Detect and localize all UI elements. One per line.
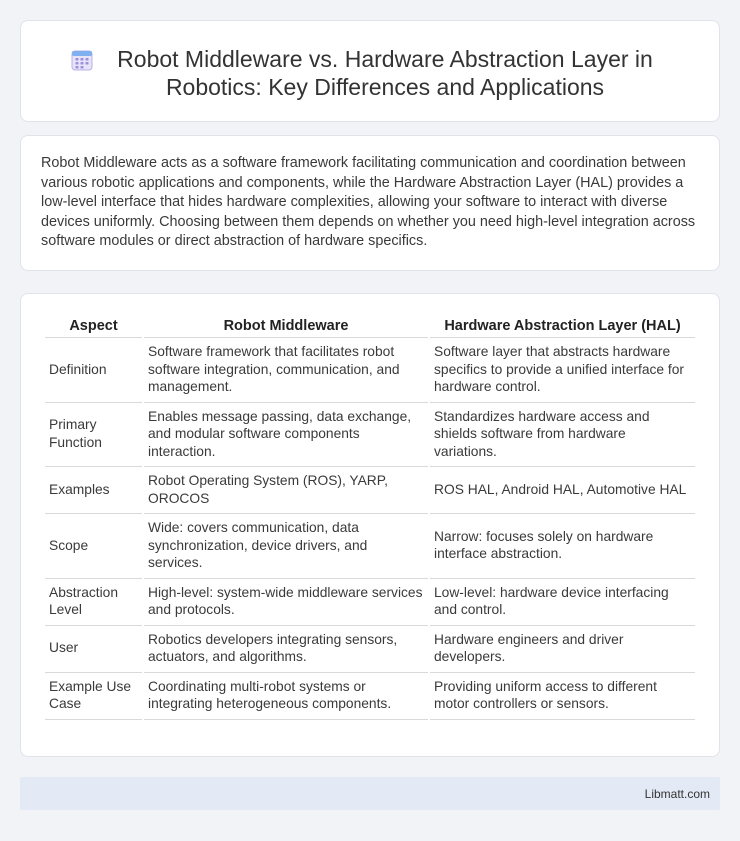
row-middleware: High-level: system-wide middleware services and protocols.	[144, 579, 428, 626]
row-hal: Hardware engineers and driver developers.	[430, 626, 695, 673]
table-header-row	[45, 314, 695, 338]
row-aspect: Scope	[45, 514, 142, 579]
row-hal: Providing uniform access to different motor controllers or sensors.	[430, 673, 695, 720]
table-row	[45, 467, 695, 514]
page-title	[21, 45, 719, 101]
row-hal: Software layer that abstracts hardware specifics to provide a unified interface for hardware control.	[430, 338, 695, 403]
row-aspect: Definition	[45, 338, 142, 403]
header-aspect: Aspect	[45, 314, 142, 338]
comparison-table	[43, 314, 697, 720]
row-middleware: Robotics developers integrating sensors, actuators, and algorithms.	[144, 626, 428, 673]
row-middleware: Software framework that facilitates robot software integration, communication, and management.	[144, 338, 428, 403]
table-row	[45, 673, 695, 720]
row-aspect: Example Use Case	[45, 673, 142, 720]
row-hal: ROS HAL, Android HAL, Automotive HAL	[430, 467, 695, 514]
table-row	[45, 514, 695, 579]
table-row	[45, 579, 695, 626]
intro-card	[20, 135, 720, 271]
table-row	[45, 338, 695, 403]
row-hal: Standardizes hardware access and shields software from hardware variations.	[430, 403, 695, 468]
table-row	[45, 403, 695, 468]
row-aspect: Examples	[45, 467, 142, 514]
row-aspect: Primary Function	[45, 403, 142, 468]
row-middleware: Robot Operating System (ROS), YARP, OROCOS	[144, 467, 428, 514]
footer-bar	[20, 777, 720, 810]
header-hal: Hardware Abstraction Layer (HAL)	[430, 314, 695, 338]
row-middleware: Enables message passing, data exchange, and modular software components interaction.	[144, 403, 428, 468]
table-row	[45, 626, 695, 673]
page-title-line-2: Robotics: Key Differences and Applications	[165, 74, 605, 100]
row-aspect: User	[45, 626, 142, 673]
footer-site-link[interactable]: Libmatt.com	[644, 787, 710, 801]
row-middleware: Wide: covers communication, data synchronization, device drivers, and services.	[144, 514, 428, 579]
intro-paragraph: Robot Middleware acts as a software framework facilitating communication and coordination between various robotic applications and components, while the Hardware Abstraction Layer (HAL) provides a low-level interface that hides hardware complexities, allowing your software to interact with diverse devices uniformly. Choosing between them depends on whether you need high-level integration across software modules or direct abstraction of hardware specifics.	[41, 155, 696, 249]
row-hal: Low-level: hardware device interfacing and control.	[430, 579, 695, 626]
header-robot-middleware: Robot Middleware	[144, 314, 428, 338]
page-title-line-1: Robot Middleware vs. Hardware Abstraction Layer in	[117, 46, 653, 72]
row-aspect: Abstraction Level	[45, 579, 142, 626]
comparison-card	[20, 293, 720, 757]
title-card	[20, 20, 720, 122]
row-hal: Narrow: focuses solely on hardware interface abstraction.	[430, 514, 695, 579]
row-middleware: Coordinating multi-robot systems or integrating heterogeneous components.	[144, 673, 428, 720]
